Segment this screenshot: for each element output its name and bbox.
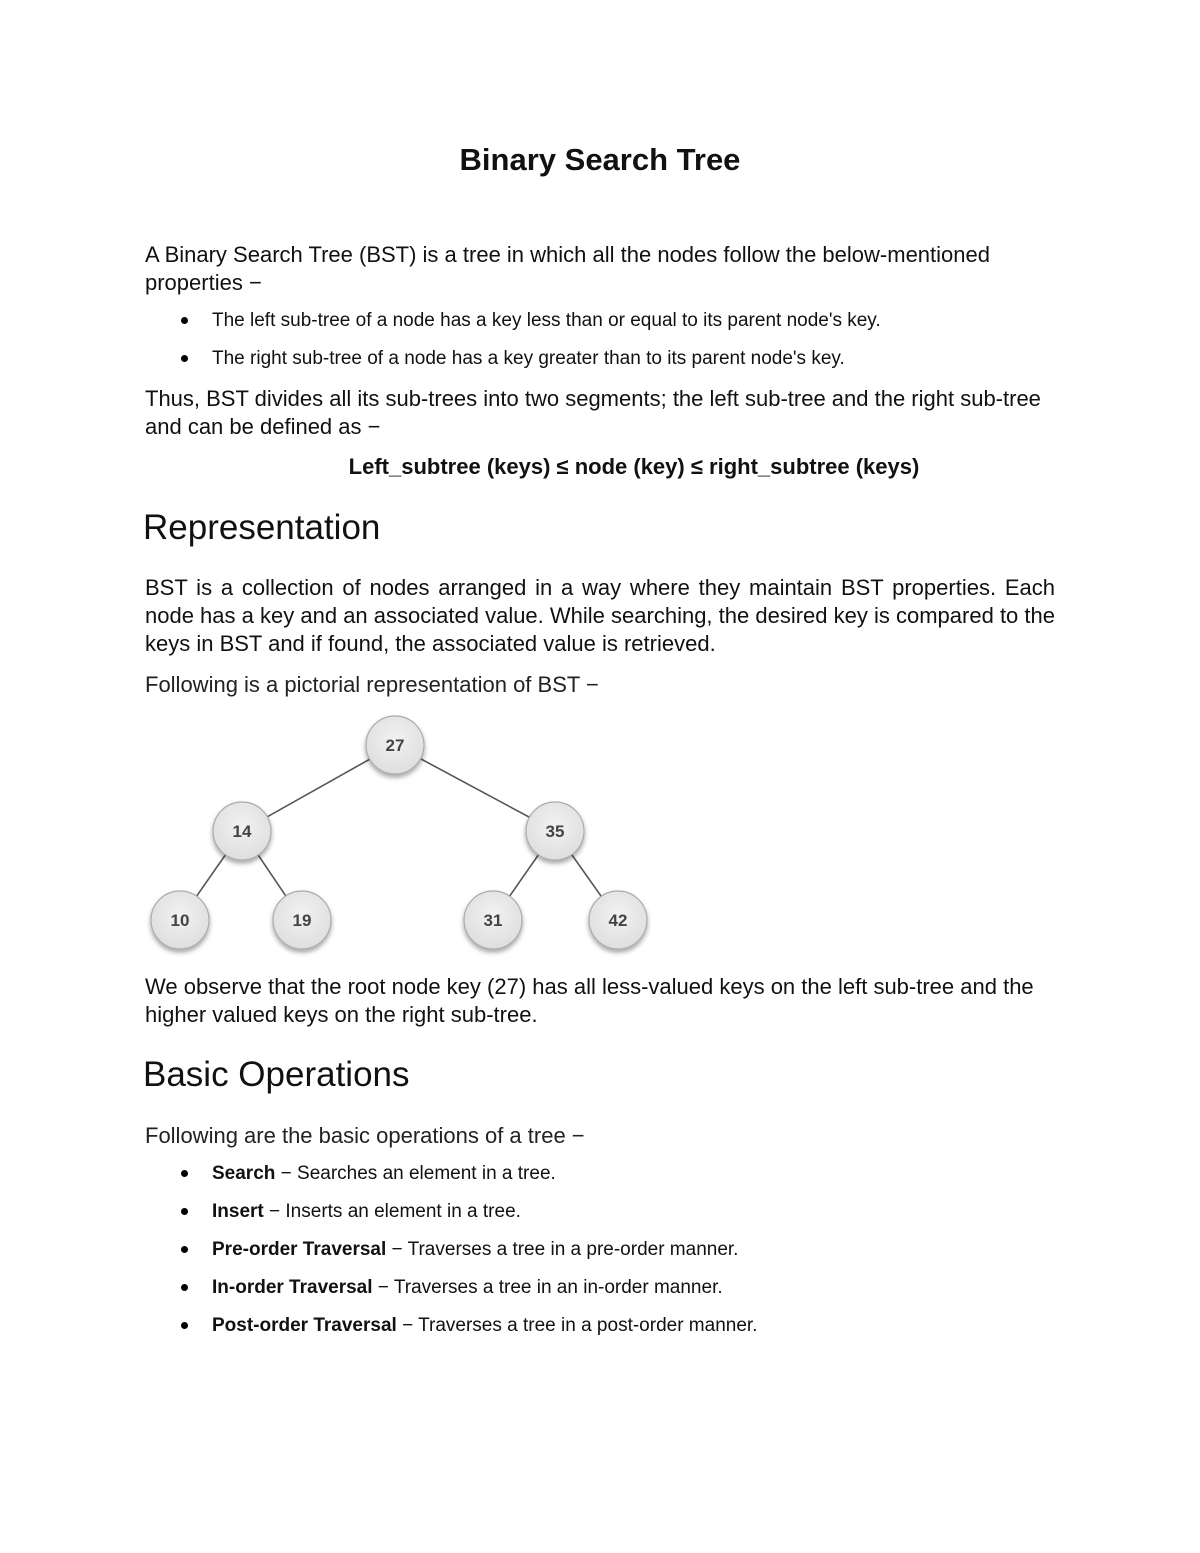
bullet-icon xyxy=(181,1284,188,1291)
node-label: 42 xyxy=(608,911,628,930)
list-item: The left sub-tree of a node has a key less than or equal to its parent node's key. xyxy=(145,302,1055,340)
operation-name: Post-order Traversal xyxy=(212,1315,397,1336)
operation-desc: − Traverses a tree in a pre-order manner. xyxy=(386,1239,739,1260)
node-label: 14 xyxy=(232,822,252,841)
list-item xyxy=(145,1307,1055,1345)
bullet-icon xyxy=(181,1322,188,1329)
segments-paragraph: Thus, BST divides all its sub-trees into two segments; the left sub-tree and the right sub-tree and can be defined as − xyxy=(145,386,1041,439)
tree-node-left xyxy=(213,802,271,860)
node-label: 19 xyxy=(292,911,312,930)
bullet-icon xyxy=(181,1170,188,1177)
node-label: 31 xyxy=(483,911,503,930)
tree-node-left-left xyxy=(151,891,209,949)
operation-name: Search xyxy=(212,1163,276,1184)
bullet-icon xyxy=(181,1246,188,1253)
list-item: The right sub-tree of a node has a key greater than to its parent node's key. xyxy=(145,340,1055,378)
operation-desc: − Inserts an element in a tree. xyxy=(263,1201,521,1222)
representation-paragraph: BST is a collection of nodes arranged in a way where they maintain BST properties. Each node has a key and an associated value. While searching, the desired key is compared to the keys in BST and if found, the associated value is retrieved. xyxy=(145,575,1055,656)
node-label: 27 xyxy=(385,736,405,755)
operation-desc: − Searches an element in a tree. xyxy=(275,1163,556,1184)
observation-paragraph: We observe that the root node key (27) has all less-valued keys on the left sub-tree and the higher valued keys on the right sub-tree. xyxy=(145,974,1034,1027)
properties-list xyxy=(145,302,1055,378)
node-label: 10 xyxy=(170,911,190,930)
bullet-icon xyxy=(181,317,188,324)
list-item xyxy=(145,1193,1055,1231)
tree-node-right-right xyxy=(589,891,647,949)
operation-name: Insert xyxy=(212,1201,264,1222)
pictorial-intro: Following is a pictorial representation of BST − xyxy=(145,672,599,697)
operation-desc: − Traverses a tree in an in-order manner. xyxy=(372,1277,723,1298)
bullet-icon xyxy=(181,1208,188,1215)
list-item xyxy=(145,1269,1055,1307)
operations-intro: Following are the basic operations of a tree − xyxy=(145,1123,585,1148)
operations-list xyxy=(145,1155,1055,1345)
operation-name: Pre-order Traversal xyxy=(212,1239,387,1260)
tree-node-right-left xyxy=(464,891,522,949)
operations-heading: Basic Operations xyxy=(143,1055,410,1094)
node-label: 35 xyxy=(545,822,565,841)
intro-paragraph: A Binary Search Tree (BST) is a tree in which all the nodes follow the below-mentioned properties − xyxy=(145,242,990,295)
bst-formula: Left_subtree (keys) ≤ node (key) ≤ right_subtree (keys) xyxy=(348,454,920,479)
tree-node-right xyxy=(526,802,584,860)
bst-diagram xyxy=(140,705,670,965)
operation-name: In-order Traversal xyxy=(212,1277,373,1298)
tree-node-root xyxy=(366,716,424,774)
tree-node-left-right xyxy=(273,891,331,949)
page-title: Binary Search Tree xyxy=(459,142,741,177)
list-item xyxy=(145,1155,1055,1193)
list-item xyxy=(145,1231,1055,1269)
operation-desc: − Traverses a tree in a post-order manner. xyxy=(396,1315,758,1336)
representation-heading: Representation xyxy=(143,508,381,547)
bullet-icon xyxy=(181,355,188,362)
